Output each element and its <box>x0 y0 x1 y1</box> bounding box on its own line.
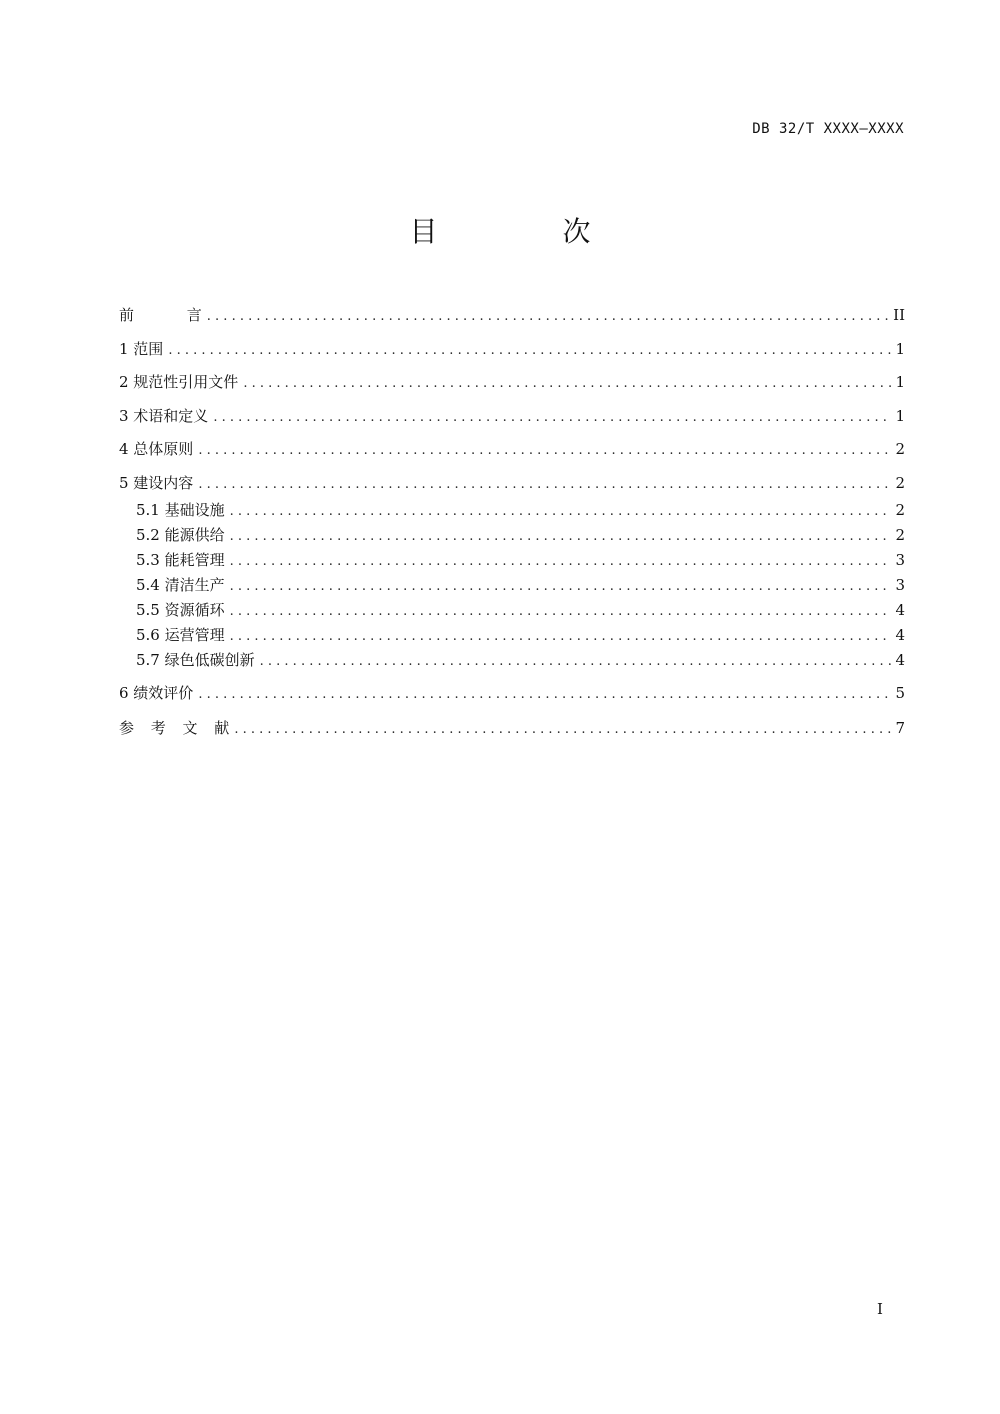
toc-entry-energy-management[interactable] <box>136 550 905 572</box>
toc-entry-label: 5.7 绿色低碳创新 <box>136 651 255 669</box>
toc-entry-page: 3 <box>895 576 905 594</box>
toc-entry-green-innovation[interactable] <box>136 650 905 672</box>
toc-leader-dots <box>230 502 893 522</box>
toc-entry-performance-evaluation[interactable] <box>119 683 905 705</box>
toc-entry-page: 4 <box>895 651 905 669</box>
toc-entry-label: 3 术语和定义 <box>119 407 209 425</box>
toc-entry-foreword[interactable] <box>119 305 905 327</box>
toc-entry-clean-production[interactable] <box>136 575 905 597</box>
toc-entry-page: 1 <box>895 373 905 391</box>
toc-leader-dots <box>230 602 893 622</box>
toc-entry-label: 5.5 资源循环 <box>136 601 225 619</box>
toc-entry-page: 2 <box>895 501 905 519</box>
toc-entry-label: 5.4 清洁生产 <box>136 576 225 594</box>
toc-entry-general-principles[interactable] <box>119 439 905 461</box>
toc-entry-terms-definitions[interactable] <box>119 406 905 428</box>
toc-entry-page: 2 <box>895 474 905 492</box>
toc-entry-label: 6 绩效评价 <box>119 684 194 702</box>
toc-entry-bibliography[interactable] <box>119 718 905 740</box>
toc-leader-dots <box>230 552 893 572</box>
toc-entry-page: 5 <box>895 684 905 702</box>
toc-entry-label: 5.6 运营管理 <box>136 626 225 644</box>
toc-leader-dots <box>213 408 892 428</box>
toc-entry-scope[interactable] <box>119 339 905 361</box>
document-code: DB 32/T XXXX—XXXX <box>752 121 904 137</box>
toc-entry-page: 2 <box>895 526 905 544</box>
toc-entry-operation-management[interactable] <box>136 625 905 647</box>
toc-leader-dots <box>230 627 893 647</box>
toc-entry-label: 4 总体原则 <box>119 440 194 458</box>
toc-entry-page: 1 <box>895 340 905 358</box>
toc-entry-page: II <box>893 306 905 324</box>
toc-entry-label: 5.1 基础设施 <box>136 501 225 519</box>
toc-entry-label: 参 考 文 献 <box>119 719 230 737</box>
toc-leader-dots <box>198 441 892 461</box>
toc-leader-dots <box>198 685 892 705</box>
toc-leader-dots <box>207 307 890 327</box>
toc-entry-construction-content[interactable] <box>119 473 905 495</box>
toc-entry-page: 2 <box>895 440 905 458</box>
toc-leader-dots <box>230 527 893 547</box>
toc-leader-dots <box>198 475 892 495</box>
toc-leader-dots <box>230 577 893 597</box>
toc-entry-label: 5.2 能源供给 <box>136 526 225 544</box>
page-title: 目 次 <box>409 215 649 248</box>
toc-entry-label: 5 建设内容 <box>119 474 194 492</box>
toc-entry-page: 4 <box>895 601 905 619</box>
toc-entry-energy-supply[interactable] <box>136 525 905 547</box>
toc-leader-dots <box>260 652 893 672</box>
page-number: I <box>877 1300 883 1318</box>
toc-entry-page: 7 <box>895 719 905 737</box>
toc-entry-label: 2 规范性引用文件 <box>119 373 239 391</box>
toc-entry-page: 3 <box>895 551 905 569</box>
toc-entry-page: 1 <box>895 407 905 425</box>
toc-leader-dots <box>168 341 892 361</box>
toc-entry-resource-recycling[interactable] <box>136 600 905 622</box>
toc-entry-label: 1 范围 <box>119 340 164 358</box>
toc-entry-normative-references[interactable] <box>119 372 905 394</box>
toc-entry-infrastructure[interactable] <box>136 500 905 522</box>
toc-entry-label: 5.3 能耗管理 <box>136 551 225 569</box>
toc-entry-label: 前 言 <box>119 306 202 324</box>
toc-leader-dots <box>243 374 892 394</box>
toc-entry-page: 4 <box>895 626 905 644</box>
toc-leader-dots <box>234 720 892 740</box>
